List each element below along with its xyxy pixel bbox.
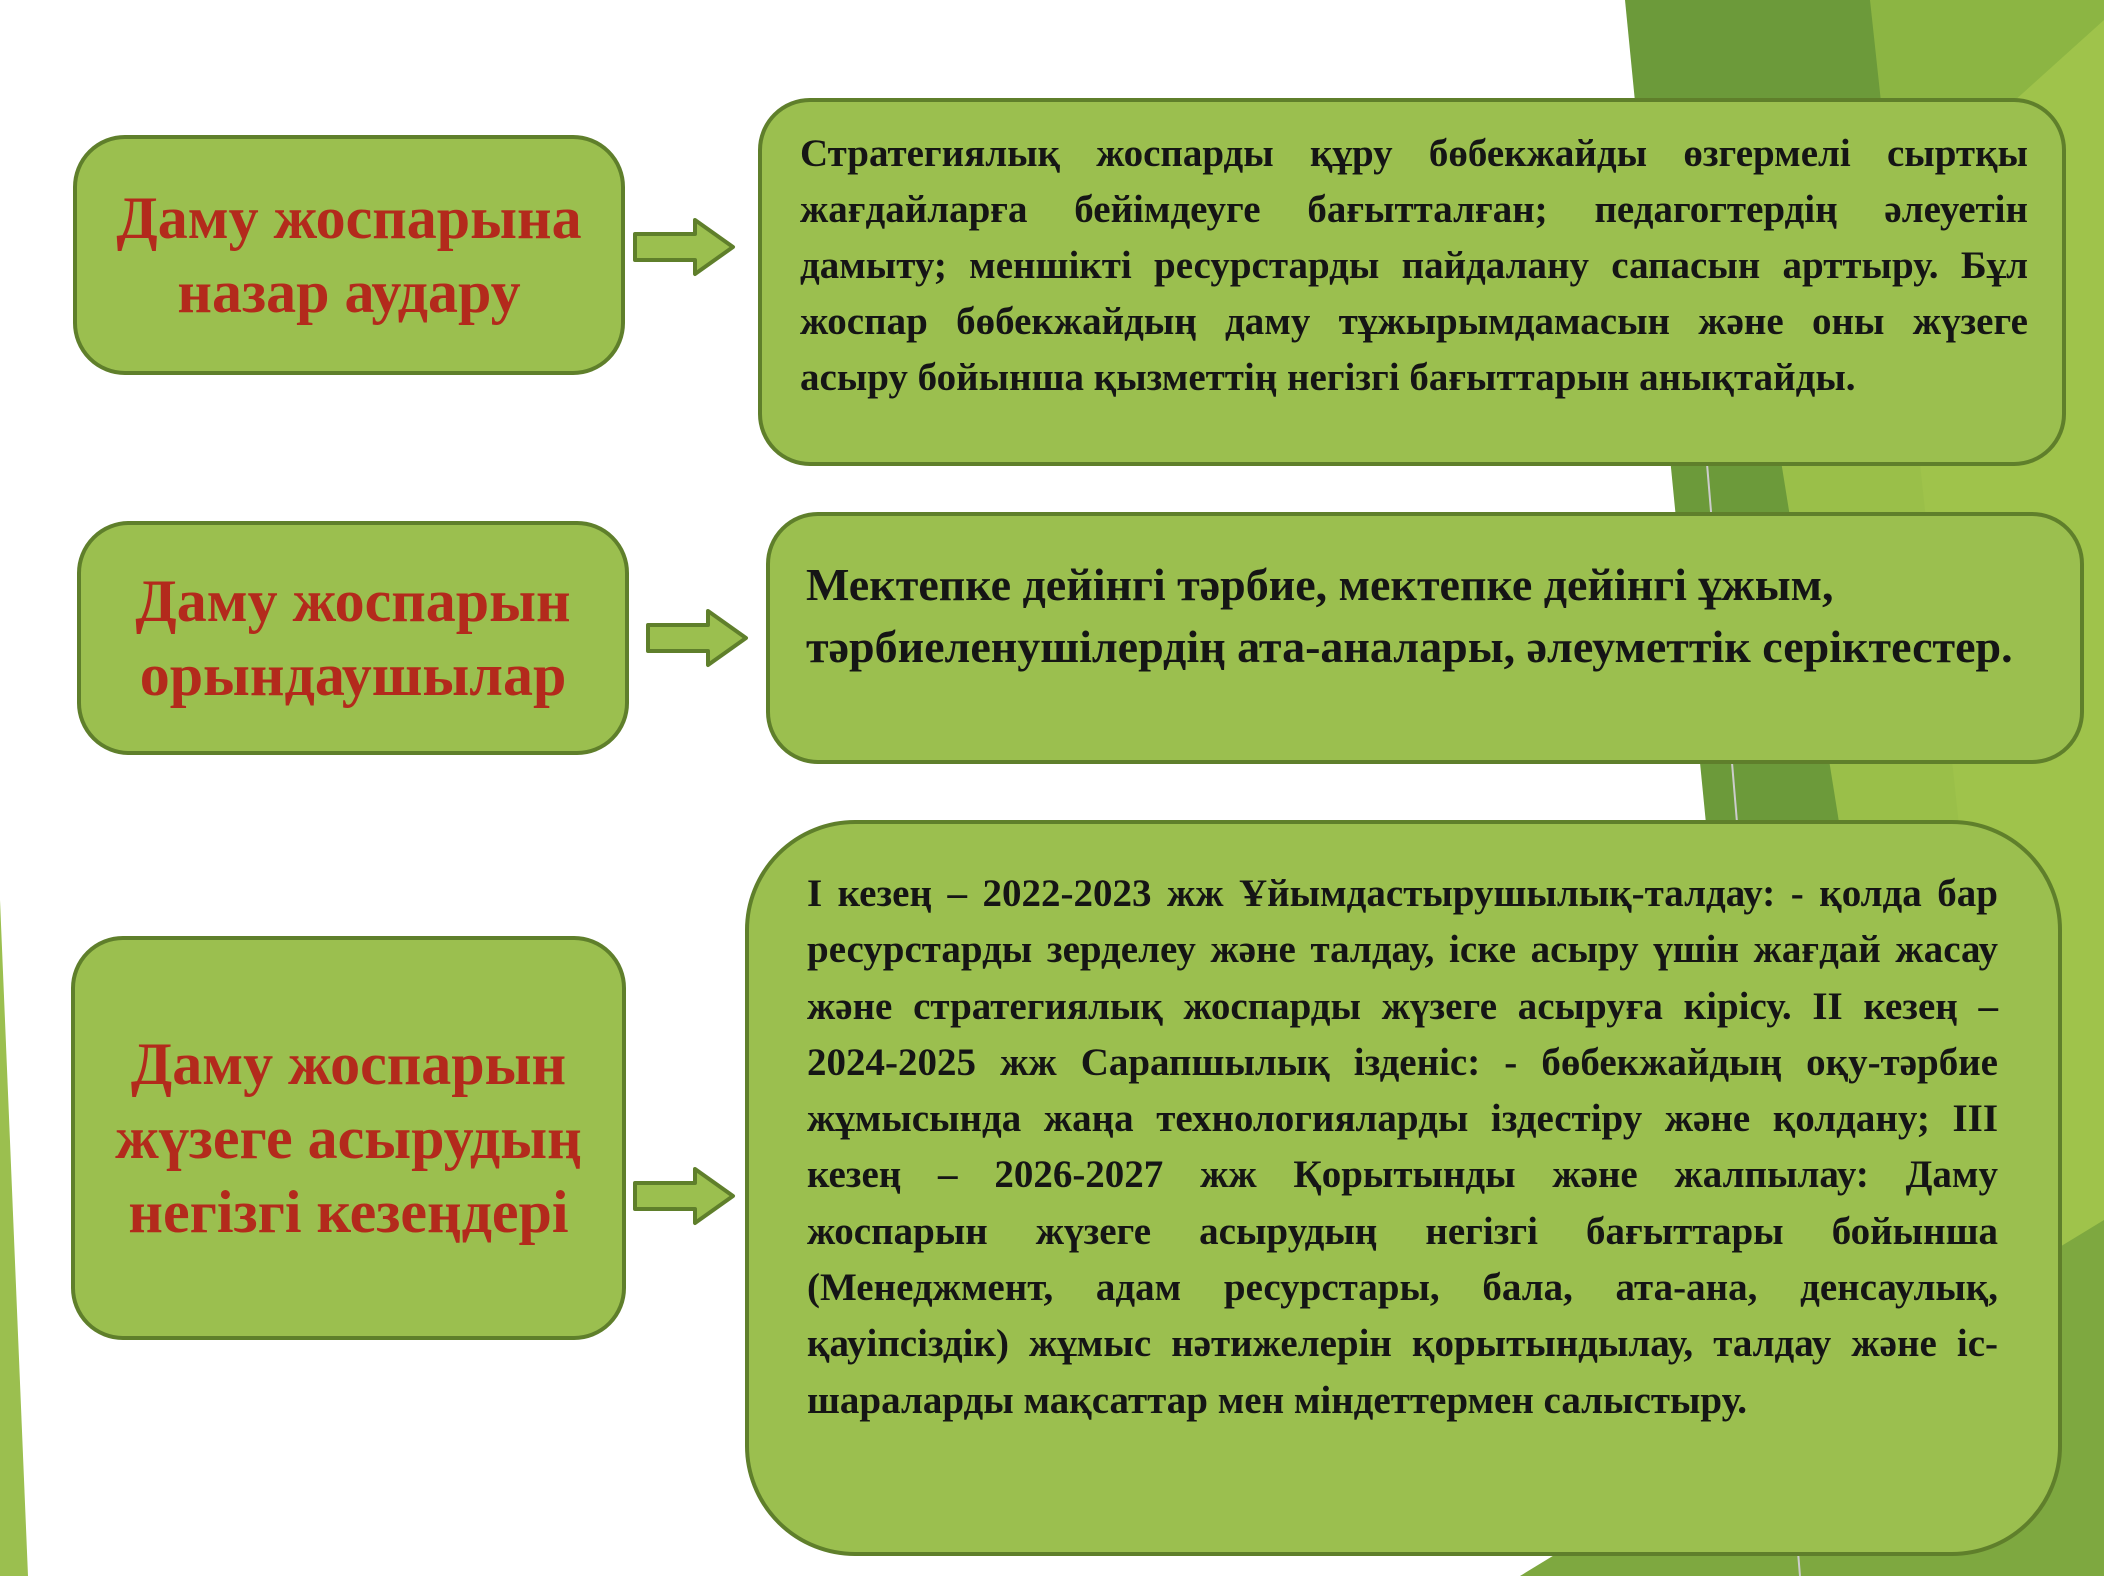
text-strategy: Стратегиялық жоспарды құру бөбекжайды өзгермелі сыртқы жағдайларға бейімдеуге бағытталған; педагогтердің әлеуетін дамыту; меншікті ресурстарды пайдалану сапасын арттыру. Бұл жоспар бөбекжайдың даму тұжырымдамасын және оны жүзеге асыру бойынша қызметтің негізгі бағыттарын анықтайды. (800, 132, 2028, 399)
label-box-stages (71, 936, 626, 1340)
bg-shape-left (0, 900, 28, 1576)
label-executors-text: Даму жоспарын орындаушылар (135, 568, 571, 708)
text-stages: І кезең – 2022-2023 жж Ұйымдастырушылық-талдау: - қолда бар ресурстарды зерделеу және талдау, іске асыру үшін жағдай жасау және стратегиялық жоспарды жүзеге асыруға кірісу. ІІ кезең – 2024-2025 жж Сарапшылық ізденіс: - бөбекжайдың оқу-тәрбие жұмысында жаңа технологияларды іздестіру және қолдану; ІІІ кезең – 2026-2027 жж Қорытынды және жалпылау: Даму жоспарын жүзеге асырудың негізгі бағыттары бойынша (Менеджмент, адам ресурстары, бала, ата-ана, денсаулық, қауіпсіздік) жұмыс нәтижелерін қорытындылау, талдау және іс-шараларды мақсаттар мен міндеттермен салыстыру. (807, 872, 1998, 1422)
right-arrow-icon (646, 608, 750, 668)
label-focus-text: Даму жоспарына назар аудару (116, 185, 582, 325)
text-box-executors (766, 512, 2084, 764)
label-stages-text: Даму жоспарын жүзеге асырудың негізгі кезеңдері (115, 1031, 582, 1245)
label-box-focus (73, 135, 625, 375)
text-executors: Мектепке дейінгі тәрбие, мектепке дейінгі ұжым, тәрбиеленушілердің ата-аналары, әлеуметтік серіктестер. (806, 559, 2013, 672)
text-box-strategy (758, 98, 2066, 466)
label-box-executors (77, 521, 629, 755)
text-box-stages (745, 820, 2062, 1556)
right-arrow-icon (633, 217, 737, 277)
right-arrow-icon (633, 1166, 737, 1226)
